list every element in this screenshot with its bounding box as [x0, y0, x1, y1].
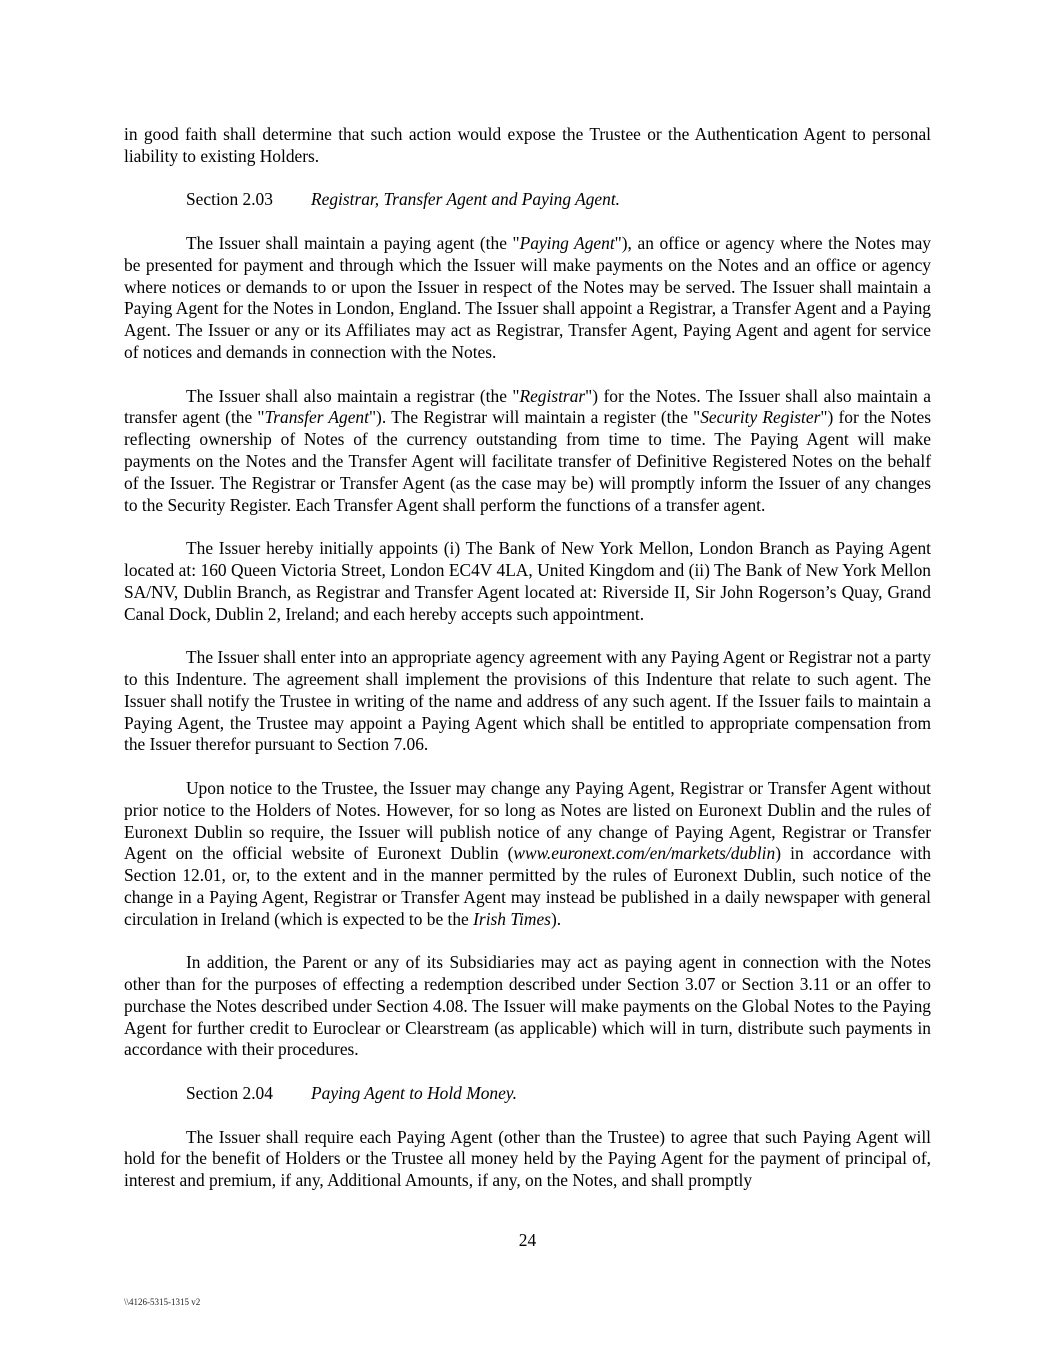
- paragraph-paying-agent: [124, 233, 931, 364]
- section-number: Section 2.04: [186, 1083, 273, 1104]
- paragraph-hold-money: The Issuer shall require each Paying Agent (other than the Trustee) to agree that such Paying Agent will hold for the benefit of Holders or the Trustee all money held by the Paying Agent for the payment of principal of, interest and premium, if any, Additional Amounts, if any, on the Notes, and shall promptly: [124, 1126, 931, 1191]
- paragraph-registrar: [124, 386, 931, 517]
- section-title: Paying Agent to Hold Money.: [311, 1083, 517, 1104]
- text-run: The Issuer shall also maintain a registrar (the ": [186, 385, 520, 406]
- text-run: ") for the Notes. The Issuer shall also maintain a transfer agent (the ": [124, 385, 931, 428]
- text-run: ) in accordance with Section 12.01, or, to the extent and in the manner permitted by the rules of Euronext Dublin, such notice of the change in a Paying Agent, Registrar or Transfer Agent may instead be published in a daily newspaper with general circulation in Ireland (which is expected to be the: [124, 843, 931, 929]
- paragraph-agency-agreement: The Issuer shall enter into an appropriate agency agreement with any Paying Agent or Registrar not a party to this Indenture. The agreement shall implement the provisions of this Indenture that relate to such agent. The Issuer shall notify the Trustee in writing of the name and address of any such agent. If the Issuer fails to maintain a Paying Agent, the Trustee may appoint a Paying Agent which shall be entitled to appropriate compensation from the Issuer therefor pursuant to Section 7.06.: [124, 647, 931, 755]
- section-2-04-heading: [186, 1083, 931, 1105]
- newspaper-name: Irish Times: [473, 908, 551, 929]
- text-run: "). The Registrar will maintain a register (the ": [368, 407, 701, 428]
- paragraph-appointment: The Issuer hereby initially appoints (i) The Bank of New York Mellon, London Branch as Paying Agent located at: 160 Queen Victoria Street, London EC4V 4LA, United Kingdom and (ii) The Bank of New York Mellon SA/NV, Dublin Branch, as Registrar and Transfer Agent located at: Riverside II, Sir John Rogerson’s Quay, Grand Canal Dock, Dublin 2, Ireland; and each hereby accepts such appointment.: [124, 538, 931, 624]
- section-title: Registrar, Transfer Agent and Paying Agent.: [311, 189, 621, 210]
- paragraph-subsidiaries: In addition, the Parent or any of its Subsidiaries may act as paying agent in connection with the Notes other than for the purposes of effecting a redemption described under Section 3.07 or Section 3.11 or an offer to purchase the Notes described under Section 4.08. The Issuer will make payments on the Global Notes to the Paying Agent for further credit to Euroclear or Clearstream (as applicable) which will in turn, distribute such payments in accordance with their procedures.: [124, 952, 931, 1060]
- text-run: Upon notice to the Trustee, the Issuer may change any Paying Agent, Registrar or Transfer Agent without prior notice to the Holders of Notes. However, for so long as Notes are listed on Euronext Dublin and the rules of Euronext Dublin so require, the Issuer will publish notice of any change of Paying Agent, Registrar or Transfer Agent on the official website of Euronext Dublin (: [124, 777, 931, 864]
- text-run: The Issuer shall maintain a paying agent (the ": [186, 232, 520, 253]
- page-body: [124, 124, 931, 1192]
- defined-term: Registrar: [519, 385, 586, 406]
- section-2-03-heading: [186, 189, 931, 211]
- section-number: Section 2.03: [186, 189, 273, 210]
- website-reference: www.euronext.com/en/markets/dublin: [513, 843, 776, 864]
- paragraph-change-notice: [124, 778, 931, 931]
- defined-term: Security Register: [700, 407, 821, 428]
- intro-paragraph: in good faith shall determine that such action would expose the Trustee or the Authentication Agent to personal liability to existing Holders.: [124, 124, 931, 166]
- defined-term: Paying Agent: [519, 232, 615, 253]
- page-number: 24: [518, 1230, 537, 1250]
- document-reference: \\4126-5315-1315 v2: [124, 1297, 201, 1307]
- text-run: ") for the Notes reflecting ownership of Notes of the currency outstanding from time to time. The Paying Agent will make payments on the Notes and the Transfer Agent will facilitate transfer of Definitive Registered Notes on the behalf of the Issuer. The Registrar or Transfer Agent (as the case may be) will promptly inform the Issuer of any changes to the Security Register. Each Transfer Agent shall perform the functions of a transfer agent.: [124, 407, 932, 515]
- text-run: ).: [550, 908, 562, 929]
- text-run: "), an office or agency where the Notes may be presented for payment and through which the Issuer will make payments on the Notes and an office or agency where notices or demands to or upon the Issuer in respect of the Notes may be served. The Issuer shall maintain a Paying Agent for the Notes in London, England. The Issuer shall appoint a Registrar, a Transfer Agent and a Paying Agent. The Issuer or any or its Affiliates may act as Registrar, Transfer Agent, Paying Agent and agent for service of notices and demands in connection with the Notes.: [124, 232, 932, 362]
- defined-term: Transfer Agent: [264, 407, 369, 428]
